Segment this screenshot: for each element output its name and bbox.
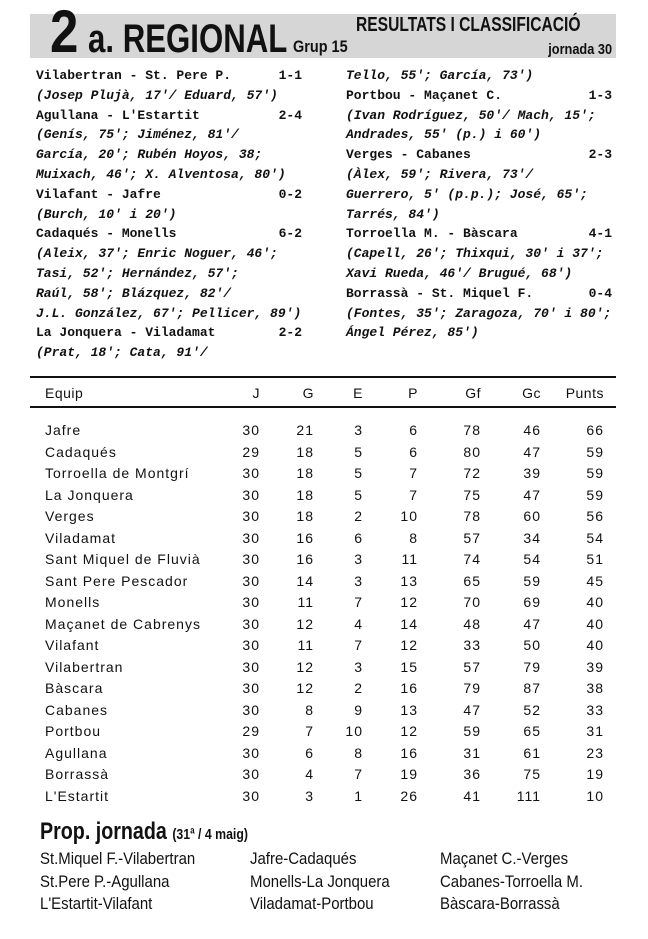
- match-line: [36, 224, 302, 244]
- team-name: Jafre: [45, 422, 82, 438]
- match-line: [36, 323, 302, 343]
- won: 6: [305, 744, 314, 761]
- lost: 7: [409, 486, 418, 503]
- goals-against: 39: [523, 465, 541, 481]
- points: 33: [586, 701, 604, 718]
- won: 11: [297, 594, 314, 610]
- points: 59: [586, 465, 604, 481]
- table-row: [30, 592, 616, 614]
- goals-for: 57: [463, 529, 481, 546]
- drawn: 8: [354, 744, 363, 761]
- points: 38: [586, 680, 604, 696]
- lost: 6: [409, 443, 418, 460]
- match-scorers: [346, 165, 612, 224]
- won: 11: [297, 637, 314, 653]
- lost: 15: [400, 658, 418, 675]
- played: 30: [242, 529, 260, 546]
- lost: 13: [400, 701, 418, 718]
- next-fixture: St.Pere P.-Agullana: [40, 871, 170, 891]
- header-team: Equip: [45, 385, 84, 401]
- played: 30: [242, 486, 260, 503]
- played: 29: [242, 723, 260, 739]
- goals-for: 33: [463, 637, 481, 653]
- next-matchday-label: Prop. jornada: [40, 818, 167, 845]
- goals-for: 57: [463, 658, 481, 675]
- played: 30: [242, 744, 260, 761]
- header-matchday: jornada 30: [548, 41, 612, 58]
- scorer-line: (Capell, 26'; Thixqui, 30' i 37';: [346, 246, 604, 262]
- table-header-row: [30, 380, 616, 406]
- table-body: [30, 420, 616, 807]
- match-scorers: [36, 86, 302, 106]
- drawn: 3: [354, 422, 363, 438]
- goals-against: 60: [523, 508, 541, 524]
- scorer-line: Raúl, 58'; Blázquez, 82'/: [36, 285, 232, 301]
- scorer-line: (Genís, 75'; Jiménez, 81'/: [36, 127, 239, 143]
- scorer-line: Tello, 55'; García, 73'): [346, 68, 534, 83]
- next-fixture: Cabanes-Torroella M.: [440, 871, 584, 891]
- goals-for: 80: [463, 443, 481, 460]
- team-name: L'Estartit: [45, 787, 110, 804]
- header-goals-for: Gf: [465, 385, 481, 401]
- points: 54: [586, 529, 604, 546]
- drawn: 9: [354, 701, 363, 718]
- table-row: [30, 700, 616, 722]
- lost: 16: [400, 744, 418, 761]
- next-fixture: Maçanet C.-Verges: [440, 849, 569, 868]
- table-row: [30, 528, 616, 550]
- scorer-line: (Fontes, 35'; Zaragoza, 70' i 80';: [346, 305, 612, 321]
- scorer-line: Tarrés, 84'): [346, 206, 440, 222]
- drawn: 4: [354, 615, 363, 632]
- drawn: 7: [354, 594, 363, 610]
- scorer-line: (Aleix, 37'; Enric Noguer, 46';: [36, 246, 278, 262]
- team-name: Bàscara: [45, 680, 104, 696]
- lost: 10: [400, 508, 418, 524]
- goals-against: 47: [523, 615, 541, 632]
- team-name: Torroella de Montgrí: [45, 465, 190, 481]
- played: 30: [242, 680, 260, 696]
- points: 40: [586, 637, 604, 653]
- played: 29: [242, 443, 260, 460]
- team-name: Vilabertran: [45, 658, 124, 675]
- scorer-line: Xavi Rueda, 46'/ Brugué, 68'): [346, 265, 573, 281]
- header-won: G: [302, 385, 314, 401]
- scorer-line: (Prat, 18'; Cata, 91'/: [36, 345, 208, 361]
- goals-against: 75: [523, 766, 541, 782]
- next-fixture: Viladamat-Portbou: [250, 894, 374, 913]
- points: 56: [586, 508, 604, 524]
- drawn: 5: [354, 486, 363, 503]
- match-score: 2-3: [588, 147, 612, 163]
- table-row: [30, 506, 616, 528]
- goals-for: 31: [463, 744, 481, 761]
- goals-for: 48: [463, 615, 481, 632]
- match-scorers: [346, 244, 612, 284]
- goals-against: 65: [523, 723, 541, 739]
- points: 66: [586, 422, 604, 438]
- header-group: Grup 15: [293, 37, 348, 56]
- match-teams: La Jonquera - Viladamat: [36, 325, 216, 341]
- goals-for: 41: [463, 787, 481, 804]
- scorer-line: Andrades, 55' (p.) i 60'): [346, 127, 542, 143]
- goals-against: 111: [516, 787, 541, 804]
- won: 7: [305, 723, 314, 739]
- goals-against: 47: [523, 486, 541, 503]
- table-row: [30, 442, 616, 464]
- table-row: [30, 549, 616, 571]
- drawn: 2: [354, 680, 363, 696]
- points: 10: [586, 787, 604, 804]
- played: 30: [242, 594, 260, 610]
- lost: 7: [409, 465, 418, 481]
- match-score: 1-3: [588, 87, 612, 103]
- match-teams: Portbou - Maçanet C.: [346, 87, 503, 103]
- next-matchday-title: [40, 818, 248, 849]
- scorer-line: (Àlex, 59'; Rivera, 73'/: [346, 166, 534, 182]
- points: 59: [586, 443, 604, 460]
- goals-against: 54: [523, 551, 541, 567]
- scorer-line: García, 20'; Rubén Hoyos, 38;: [36, 147, 263, 163]
- match-line: [36, 66, 302, 86]
- drawn: 3: [354, 572, 363, 589]
- won: 12: [296, 615, 314, 632]
- team-name: Viladamat: [45, 529, 117, 546]
- lost: 16: [400, 680, 418, 696]
- goals-against: 69: [523, 594, 541, 610]
- match-scorers: [36, 343, 302, 363]
- team-name: Borrassà: [45, 766, 110, 782]
- points: 39: [586, 658, 604, 675]
- lost: 12: [400, 594, 418, 610]
- goals-against: 47: [523, 443, 541, 460]
- scorer-line: (Ivan Rodríguez, 50'/ Mach, 15';: [346, 107, 596, 123]
- drawn: 1: [354, 787, 363, 804]
- next-fixture: L'Estartit-Vilafant: [40, 894, 153, 913]
- drawn: 3: [354, 658, 363, 675]
- won: 12: [296, 658, 314, 675]
- points: 59: [586, 486, 604, 503]
- team-name: Monells: [45, 594, 101, 610]
- match-score: 6-2: [278, 226, 302, 242]
- match-line: [346, 284, 612, 304]
- table-row: [30, 614, 616, 636]
- table-row: [30, 657, 616, 679]
- lost: 14: [400, 615, 418, 632]
- goals-for: 59: [463, 723, 481, 739]
- drawn: 3: [354, 551, 363, 567]
- match-score: 1-1: [278, 68, 302, 83]
- scorer-line: (Josep Plujà, 17'/ Eduard, 57'): [36, 87, 278, 103]
- header-played: J: [252, 385, 260, 401]
- table-row: [30, 635, 616, 657]
- goals-against: 34: [523, 529, 541, 546]
- played: 30: [242, 422, 260, 438]
- played: 30: [242, 658, 260, 675]
- table-row: [30, 485, 616, 507]
- team-name: Cadaqués: [45, 443, 117, 460]
- table-row: [30, 743, 616, 765]
- played: 30: [242, 701, 260, 718]
- match-teams: Cadaqués - Monells: [36, 226, 177, 242]
- scorer-line: (Burch, 10' i 20'): [36, 206, 177, 222]
- table-row: [30, 678, 616, 700]
- goals-for: 79: [463, 680, 481, 696]
- next-fixture: Monells-La Jonquera: [250, 871, 390, 891]
- played: 30: [242, 551, 260, 567]
- match-scorers: [346, 106, 612, 146]
- match-scorers: [346, 66, 612, 86]
- drawn: 7: [354, 766, 363, 782]
- match-score: 2-2: [278, 325, 302, 341]
- points: 40: [586, 594, 604, 610]
- goals-against: 52: [523, 701, 541, 718]
- next-fixtures-col-2: [250, 848, 390, 916]
- goals-against: 50: [523, 637, 541, 653]
- goals-against: 46: [523, 422, 541, 438]
- next-fixture: Bàscara-Borrassà: [440, 894, 560, 913]
- points: 40: [586, 615, 604, 632]
- lost: 12: [400, 723, 418, 739]
- scorer-line: Guerrero, 5' (p.p.); José, 65';: [346, 186, 588, 202]
- scorer-line: Muixach, 46'; X. Alventosa, 80'): [36, 166, 286, 182]
- lost: 6: [409, 422, 418, 438]
- drawn: 7: [354, 637, 363, 653]
- results-left-column: [36, 66, 302, 363]
- goals-for: 70: [463, 594, 481, 610]
- match-line: [346, 145, 612, 165]
- next-fixtures-col-3: [440, 848, 583, 916]
- points: 45: [586, 572, 604, 589]
- lost: 13: [400, 572, 418, 589]
- lost: 19: [400, 766, 418, 782]
- scorer-line: Ángel Pérez, 85'): [346, 325, 479, 341]
- next-fixture: Jafre-Cadaqués: [250, 849, 357, 868]
- goals-for: 72: [463, 465, 481, 481]
- played: 30: [242, 637, 260, 653]
- header-division-number: 2: [50, 0, 77, 65]
- scorer-line: J.L. González, 67'; Pellicer, 89'): [36, 305, 302, 321]
- match-line: [346, 86, 612, 106]
- table-row: [30, 420, 616, 442]
- lost: 12: [400, 637, 418, 653]
- won: 16: [296, 551, 314, 567]
- match-line: [346, 224, 612, 244]
- header-lost: P: [408, 385, 418, 401]
- points: 51: [586, 551, 604, 567]
- drawn: 2: [354, 508, 363, 524]
- team-name: Maçanet de Cabrenys: [45, 615, 201, 632]
- goals-for: 65: [463, 572, 481, 589]
- goals-for: 78: [463, 422, 481, 438]
- goals-for: 78: [463, 508, 481, 524]
- won: 14: [296, 572, 314, 589]
- match-scorers: [346, 304, 612, 344]
- header-drawn: E: [353, 385, 363, 401]
- goals-for: 47: [463, 701, 481, 718]
- goals-against: 61: [523, 744, 541, 761]
- header-section: RESULTATS I CLASSIFICACIÓ: [356, 14, 581, 36]
- won: 16: [296, 529, 314, 546]
- drawn: 10: [345, 723, 363, 739]
- goals-against: 79: [523, 658, 541, 675]
- played: 30: [242, 766, 260, 782]
- header-title: a. REGIONAL: [88, 17, 288, 61]
- match-score: 0-4: [588, 285, 612, 301]
- drawn: 6: [354, 529, 363, 546]
- match-scorers: [36, 244, 302, 323]
- match-teams: Torroella M. - Bàscara: [346, 226, 518, 242]
- played: 30: [242, 787, 260, 804]
- drawn: 5: [354, 443, 363, 460]
- played: 30: [242, 615, 260, 632]
- match-line: [36, 185, 302, 205]
- points: 31: [586, 723, 604, 739]
- won: 21: [296, 422, 314, 438]
- match-teams: Verges - Cabanes: [346, 147, 471, 163]
- played: 30: [242, 465, 260, 481]
- standings-table: [30, 380, 616, 804]
- team-name: Agullana: [45, 744, 108, 761]
- scorer-line: Tasi, 52'; Hernández, 57';: [36, 265, 239, 281]
- match-line: [36, 106, 302, 126]
- won: 18: [296, 465, 314, 481]
- match-score: 4-1: [588, 226, 612, 242]
- team-name: La Jonquera: [45, 486, 134, 503]
- next-matchday-date: (31ª / 4 maig): [172, 826, 248, 843]
- header-goals-against: Gc: [522, 385, 541, 401]
- next-fixture: St.Miquel F.-Vilabertran: [40, 849, 196, 868]
- points: 23: [586, 744, 604, 761]
- lost: 8: [409, 529, 418, 546]
- goals-against: 87: [523, 680, 541, 696]
- match-score: 2-4: [278, 107, 302, 123]
- team-name: Sant Pere Pescador: [45, 572, 189, 589]
- lost: 26: [400, 787, 418, 804]
- team-name: Vilafant: [45, 637, 100, 653]
- won: 18: [296, 508, 314, 524]
- match-teams: Vilabertran - St. Pere P.: [36, 68, 232, 83]
- match-scorers: [36, 205, 302, 225]
- match-score: 0-2: [278, 186, 302, 202]
- match-teams: Borrassà - St. Miquel F.: [346, 285, 534, 301]
- table-row: [30, 571, 616, 593]
- won: 4: [305, 766, 314, 782]
- next-fixtures-col-1: [40, 848, 195, 916]
- table-row: [30, 786, 616, 808]
- table-header-rule: [30, 406, 616, 408]
- lost: 11: [401, 551, 418, 567]
- goals-for: 75: [463, 486, 481, 503]
- played: 30: [242, 572, 260, 589]
- header-points: Punts: [565, 385, 604, 401]
- won: 12: [296, 680, 314, 696]
- goals-for: 74: [463, 551, 481, 567]
- match-teams: Agullana - L'Estartit: [36, 107, 200, 123]
- team-name: Portbou: [45, 723, 102, 739]
- table-top-rule: [30, 376, 616, 378]
- match-scorers: [36, 125, 302, 184]
- match-teams: Vilafant - Jafre: [36, 186, 161, 202]
- drawn: 5: [354, 465, 363, 481]
- table-row: [30, 721, 616, 743]
- points: 19: [586, 766, 604, 782]
- won: 3: [305, 787, 314, 804]
- won: 18: [296, 486, 314, 503]
- team-name: Sant Miquel de Fluvià: [45, 551, 201, 567]
- won: 8: [305, 701, 314, 718]
- results-right-column: [346, 66, 612, 343]
- table-row: [30, 764, 616, 786]
- team-name: Verges: [45, 508, 95, 524]
- table-row: [30, 463, 616, 485]
- goals-against: 59: [523, 572, 541, 589]
- goals-for: 36: [463, 766, 481, 782]
- team-name: Cabanes: [45, 701, 109, 718]
- won: 18: [296, 443, 314, 460]
- played: 30: [242, 508, 260, 524]
